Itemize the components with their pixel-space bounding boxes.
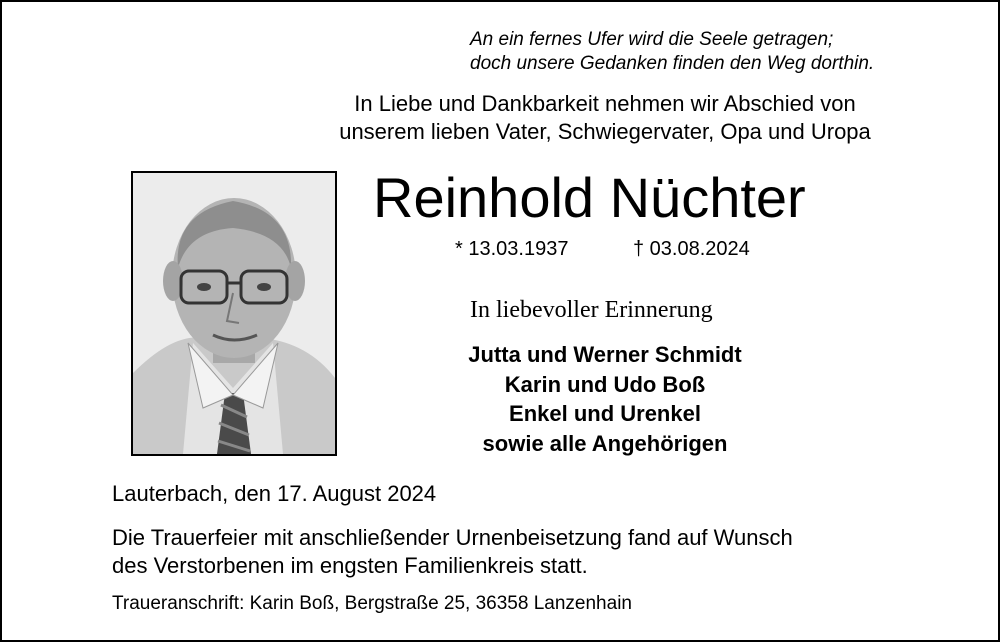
mourner-line: Karin und Udo Boß [504, 371, 706, 397]
funeral-note-line-2: des Verstorbenen im engsten Familienkreis statt. [112, 553, 588, 578]
intro-line-2: unserem lieben Vater, Schwiegervater, Opa und Uropa [339, 119, 871, 144]
mourning-address: Traueranschrift: Karin Boß, Bergstraße 25, 36358 Lanzenhain [112, 593, 632, 614]
motto-verse [470, 28, 874, 76]
death-date: † 03.08.2024 [633, 238, 750, 260]
birth-date: * 13.03.1937 [455, 238, 569, 260]
intro-line-1: In Liebe und Dankbarkeit nehmen wir Abschied von [354, 91, 856, 116]
deceased-name: Reinhold Nüchter [373, 166, 806, 229]
funeral-note-line-1: Die Trauerfeier mit anschließender Urnenbeisetzung fand auf Wunsch [112, 525, 793, 550]
memory-heading: In liebevoller Erinnerung [470, 297, 713, 323]
mourner-line: sowie alle Angehörigen [482, 430, 728, 456]
mourners-list [0, 340, 1000, 458]
motto-line-1: An ein fernes Ufer wird die Seele getragen; [470, 29, 834, 50]
mourner-line: Enkel und Urenkel [509, 401, 701, 426]
place-date: Lauterbach, den 17. August 2024 [112, 481, 437, 506]
intro-text [0, 90, 1000, 146]
mourner-line: Jutta und Werner Schmidt [468, 342, 742, 367]
motto-line-2: doch unsere Gedanken finden den Weg dorthin. [470, 53, 875, 74]
funeral-note [112, 524, 793, 580]
